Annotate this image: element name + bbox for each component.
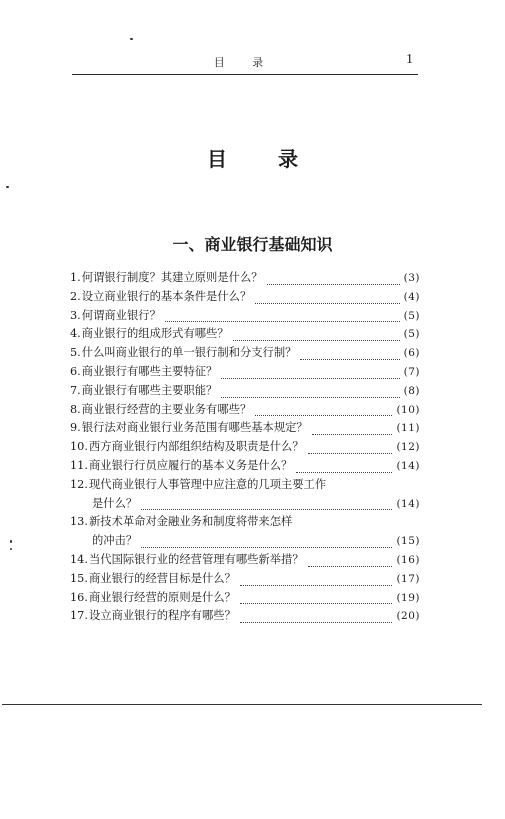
scan-speck — [10, 548, 12, 550]
toc-entry — [70, 476, 420, 514]
toc-entry — [70, 325, 420, 344]
toc-entry-text: 设立商业银行的基本条件是什么？ — [81, 289, 252, 303]
toc-entry-page: (14) — [396, 459, 420, 472]
toc-entry-page: (16) — [396, 553, 420, 566]
toc-entry-text: 商业银行经营的主要业务有哪些？ — [81, 402, 252, 416]
toc-entry-number: 10. — [70, 440, 88, 454]
toc-entry — [70, 457, 420, 476]
toc-entry-number: 5. — [70, 346, 81, 360]
toc-entry-text: 商业银行行员应履行的基本义务是什么？ — [88, 458, 293, 472]
running-header — [72, 54, 417, 76]
toc-entry-page: (3) — [403, 272, 420, 284]
toc-entry-text: 何谓商业银行？ — [81, 308, 161, 322]
toc-entry-number: 6. — [70, 364, 81, 378]
toc-entry-number: 7. — [70, 383, 81, 397]
dot-leader — [308, 453, 393, 454]
toc-entry-number: 2. — [70, 289, 81, 303]
toc-entry-number: 8. — [70, 402, 81, 416]
toc-entry-text: 现代商业银行人事管理中应注意的几项主要工作 — [88, 477, 327, 491]
toc-entry-number: 3. — [70, 308, 81, 322]
dot-leader — [141, 509, 392, 510]
toc-entry — [70, 307, 420, 326]
toc-entry-page: (19) — [396, 591, 420, 604]
dot-leader — [240, 585, 393, 586]
dot-leader — [255, 303, 399, 304]
toc-entry-text: 什么叫商业银行的单一银行制和分支行制？ — [81, 346, 297, 360]
scan-speck — [130, 38, 133, 40]
toc-entry-page: (6) — [403, 347, 420, 360]
toc-entry — [70, 344, 420, 363]
toc-entry-number: 1. — [70, 271, 81, 284]
toc-entry-number: 9. — [70, 421, 81, 435]
toc-entry-page: (20) — [396, 610, 420, 623]
toc-entry-text: 银行法对商业银行业务范围有哪些基本规定？ — [81, 421, 308, 435]
toc-entry — [70, 551, 420, 570]
dot-leader — [240, 603, 393, 604]
scan-speck — [10, 540, 12, 543]
toc-entry-text: 何谓银行制度？其建立原则是什么？ — [81, 271, 263, 284]
page-number: 1 — [406, 52, 413, 67]
toc-entry — [70, 401, 420, 420]
scan-speck — [6, 186, 9, 188]
toc-entry-page: (4) — [403, 290, 420, 303]
footer-rule — [2, 704, 482, 705]
toc-entry-page: (11) — [396, 422, 420, 435]
toc-entry-page: (5) — [403, 328, 420, 341]
toc-entry-number: 4. — [70, 327, 81, 341]
toc-entry — [70, 419, 420, 438]
dot-leader — [221, 378, 399, 379]
toc-entry-page: (17) — [396, 572, 420, 585]
dot-leader — [308, 566, 393, 567]
dot-leader — [296, 472, 392, 473]
dot-leader — [300, 359, 399, 360]
toc-entry-text: 商业银行经营的原则是什么？ — [88, 590, 236, 604]
toc-entry — [70, 589, 420, 608]
dot-leader — [233, 340, 400, 341]
toc-entry-number: 12. — [70, 477, 88, 491]
toc-entry — [70, 269, 420, 288]
toc-entry — [70, 288, 420, 307]
header-rule — [72, 74, 418, 75]
toc-entry — [70, 513, 420, 551]
toc-entry-page: (8) — [403, 384, 420, 397]
dot-leader — [221, 397, 399, 398]
toc-entry-number: 17. — [70, 609, 88, 623]
toc-entry — [70, 382, 420, 401]
toc-entry-number: 14. — [70, 552, 88, 566]
running-title: 目 录 — [213, 56, 276, 69]
toc-entry — [70, 570, 420, 589]
toc-entry-text: 西方商业银行内部组织结构及职责是什么？ — [88, 440, 304, 454]
toc-entry-text-continued: 的冲击？ — [92, 534, 138, 548]
dot-leader — [165, 321, 400, 322]
toc-entry-number: 13. — [70, 515, 88, 529]
toc-entry-page: (15) — [396, 535, 420, 548]
dot-leader — [312, 434, 393, 435]
toc-entry-number: 16. — [70, 590, 88, 604]
toc-entry-text: 设立商业银行的程序有哪些？ — [88, 609, 236, 623]
toc-entry-number: 11. — [70, 458, 88, 472]
toc-entry-page: (14) — [396, 497, 420, 510]
toc-entry-text: 新技术革命对金融业务和制度将带来怎样 — [88, 515, 293, 529]
toc-entry-text: 商业银行有哪些主要特征？ — [81, 364, 218, 378]
toc-entry-text: 当代国际银行业的经营管理有哪些新举措？ — [88, 552, 304, 566]
toc-entry — [70, 607, 420, 626]
toc-entry — [70, 438, 420, 457]
table-of-contents — [70, 269, 420, 626]
toc-entry-text: 商业银行有哪些主要职能？ — [81, 383, 218, 397]
section-heading: 一、商业银行基础知识 — [172, 235, 333, 254]
toc-entry-page: (7) — [403, 365, 420, 378]
dot-leader — [240, 622, 393, 623]
toc-entry-page: (12) — [396, 441, 420, 454]
toc-entry-text: 商业银行的经营目标是什么？ — [88, 571, 236, 585]
toc-entry — [70, 363, 420, 382]
dot-leader — [141, 547, 392, 548]
dot-leader — [267, 284, 400, 285]
toc-entry-number: 15. — [70, 571, 88, 585]
toc-entry-text: 商业银行的组成形式有哪些？ — [81, 327, 229, 341]
page-title: 目 录 — [207, 147, 320, 171]
toc-entry-page: (5) — [403, 309, 420, 322]
toc-entry-page: (10) — [396, 403, 420, 416]
dot-leader — [255, 415, 392, 416]
toc-entry-text-continued: 是什么？ — [92, 496, 138, 510]
